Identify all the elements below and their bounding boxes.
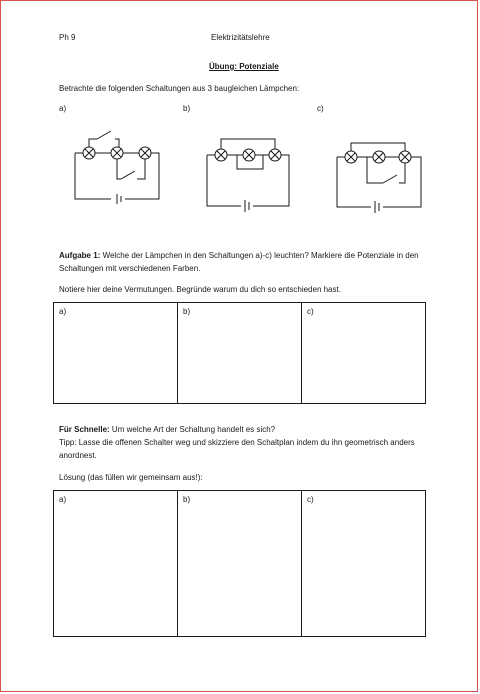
class-label: Ph 9 xyxy=(59,33,76,42)
switch-a-bottom xyxy=(121,171,135,179)
solution-cell-c-label: c) xyxy=(307,495,314,504)
fast-tip-line2: anordnest. xyxy=(59,451,97,460)
answer-cell-b-label: b) xyxy=(183,307,191,316)
solution-cell-c[interactable] xyxy=(302,491,425,636)
circuit-diagrams xyxy=(1,1,479,241)
circuit-label-a: a) xyxy=(59,104,67,113)
subject-label: Elektrizitätslehre xyxy=(211,33,270,42)
fast-tip-line1: Tipp: Lasse die offenen Schalter weg und skizziere den Schaltplan indem du ihn geometrisch anders xyxy=(59,438,415,447)
answer-table-2[interactable] xyxy=(53,490,426,637)
answer-cell-b[interactable] xyxy=(178,303,302,403)
answer-cell-c-label: c) xyxy=(307,307,314,316)
solution-cell-a-label: a) xyxy=(59,495,67,504)
solution-text: Lösung (das füllen wir gemeinsam aus!): xyxy=(59,473,203,482)
circuit-a xyxy=(75,131,159,204)
circuit-b xyxy=(207,139,289,212)
task1-label: Aufgabe 1: xyxy=(59,251,101,260)
answer-cell-a[interactable] xyxy=(54,303,178,403)
answer-cell-c[interactable] xyxy=(302,303,425,403)
task1-line2: Schaltungen mit verschiedenen Farben. xyxy=(59,264,201,273)
task1-text: Welche der Lämpchen in den Schaltungen a)-c) leuchten? Markiere die Potenziale in den xyxy=(102,251,419,260)
solution-cell-b-label: b) xyxy=(183,495,191,504)
task1-line1 xyxy=(59,250,419,261)
fast-label: Für Schnelle: xyxy=(59,425,110,434)
solution-cell-a[interactable] xyxy=(54,491,178,636)
task1-note: Notiere hier deine Vermutungen. Begründe warum du dich so entschieden hast. xyxy=(59,285,341,294)
circuit-c xyxy=(337,143,421,213)
circuit-label-b: b) xyxy=(183,104,191,113)
answer-table-1[interactable] xyxy=(53,302,426,404)
circuit-label-c: c) xyxy=(317,104,324,113)
fast-question: Um welche Art der Schaltung handelt es sich? xyxy=(111,425,276,434)
solution-cell-b[interactable] xyxy=(178,491,302,636)
answer-cell-a-label: a) xyxy=(59,307,67,316)
page-title: Übung: Potenziale xyxy=(209,62,279,71)
fast-line xyxy=(59,424,275,435)
switch-c xyxy=(383,175,397,183)
intro-text: Betrachte die folgenden Schaltungen aus 3 baugleichen Lämpchen: xyxy=(59,84,300,93)
switch-a-top xyxy=(97,131,111,139)
